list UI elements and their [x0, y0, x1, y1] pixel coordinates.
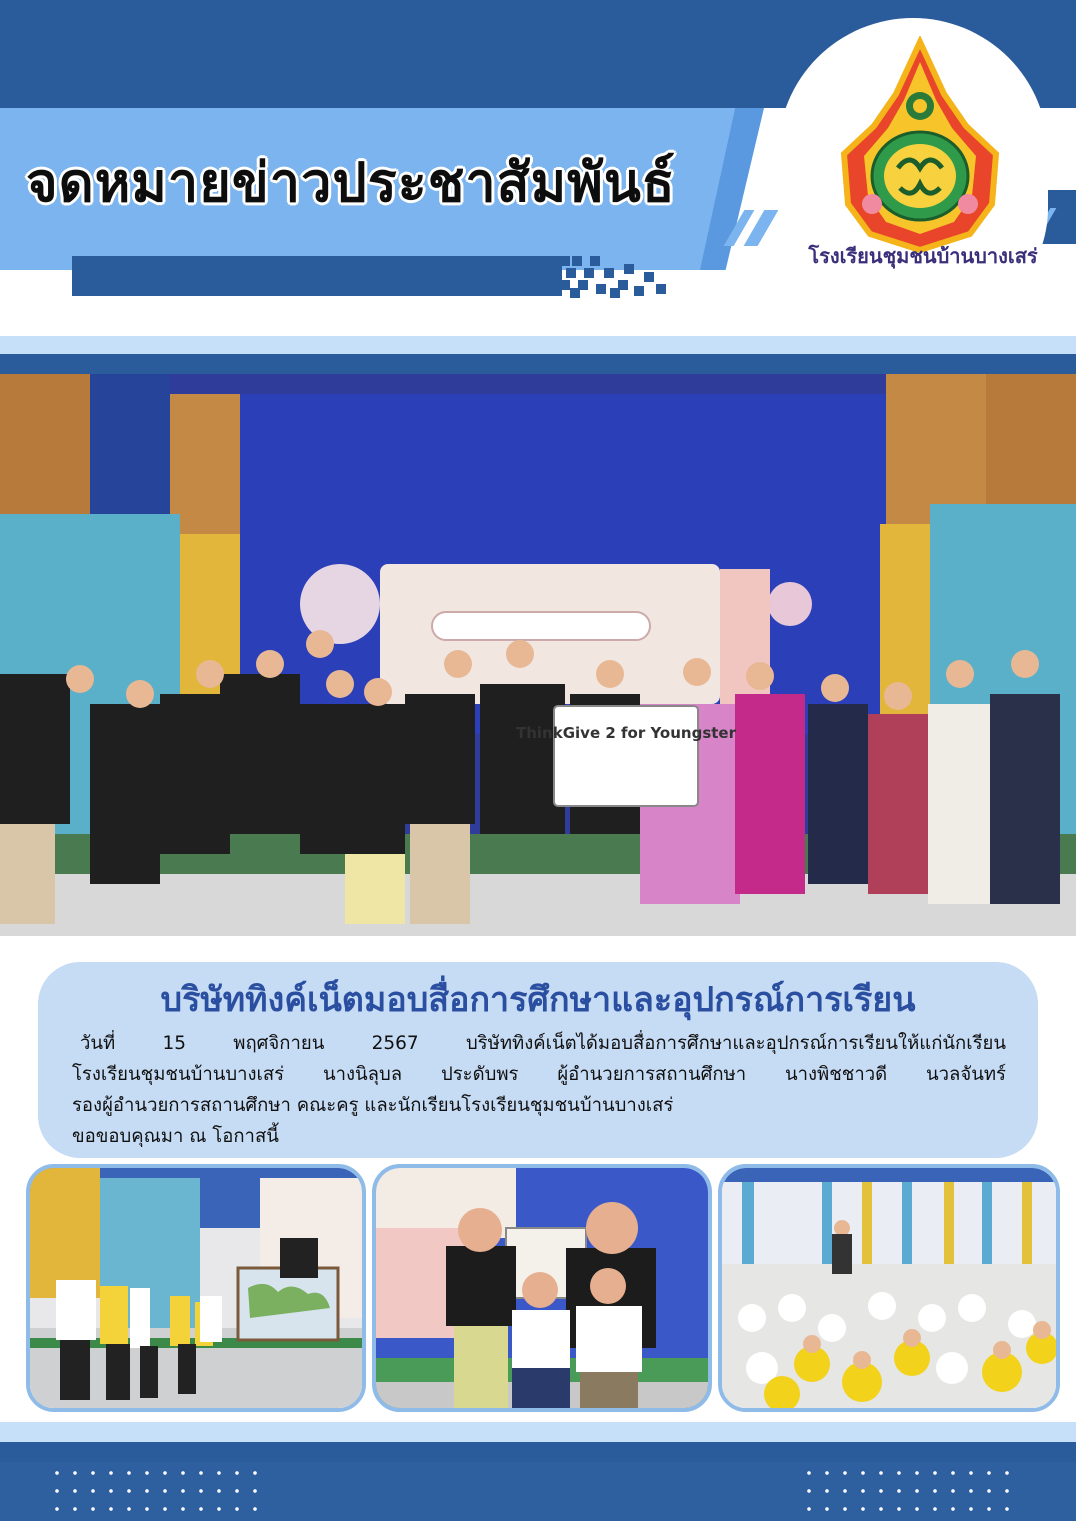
pixel-decoration: [560, 256, 670, 298]
photo-students-seated: [718, 1164, 1060, 1412]
article-headline: บริษัททิงค์เน็ตมอบสื่อการศึกษาและอุปกรณ์การเรียน: [160, 980, 916, 1020]
divider-dark: [0, 354, 1076, 374]
sign-board-text: ThinkGive 2 for Youngster: [516, 724, 736, 742]
article-line-1: วันที่ 15 พฤศจิกายน 2567 บริษัททิงค์เน็ตได้มอบสื่อการศึกษาและอุปกรณ์การเรียนให้แก่นักเรียน: [80, 1033, 1006, 1054]
newsletter-title: จดหมายข่าวประชาสัมพันธ์: [26, 151, 676, 214]
main-event-photo: [0, 374, 1076, 936]
footer-dots-left: [48, 1464, 270, 1512]
photo-world-map-presentation: [26, 1164, 366, 1412]
title-underline-bar: [72, 256, 562, 296]
divider-light: [0, 336, 1076, 354]
footer-light-band: [0, 1422, 1076, 1442]
article-line-3: รองผู้อำนวยการสถานศึกษา คณะครู และนักเรียนโรงเรียนชุมชนบ้านบางเสร่: [72, 1095, 674, 1116]
article-line-2: โรงเรียนชุมชนบ้านบางเสร่ นางนิลุบล ประดับพร ผู้อำนวยการสถานศึกษา นางพิชชาวดี นวลจันทร์: [72, 1064, 1006, 1085]
article-line-4: ขอขอบคุณมา ณ โอกาสนี้: [72, 1126, 279, 1147]
article-body: [72, 1028, 1006, 1152]
footer-dots-right: [800, 1464, 1022, 1512]
photo-staff-with-students: [372, 1164, 712, 1412]
school-name-on-logo: โรงเรียนชุมชนบ้านบางเสร่: [808, 244, 1038, 268]
